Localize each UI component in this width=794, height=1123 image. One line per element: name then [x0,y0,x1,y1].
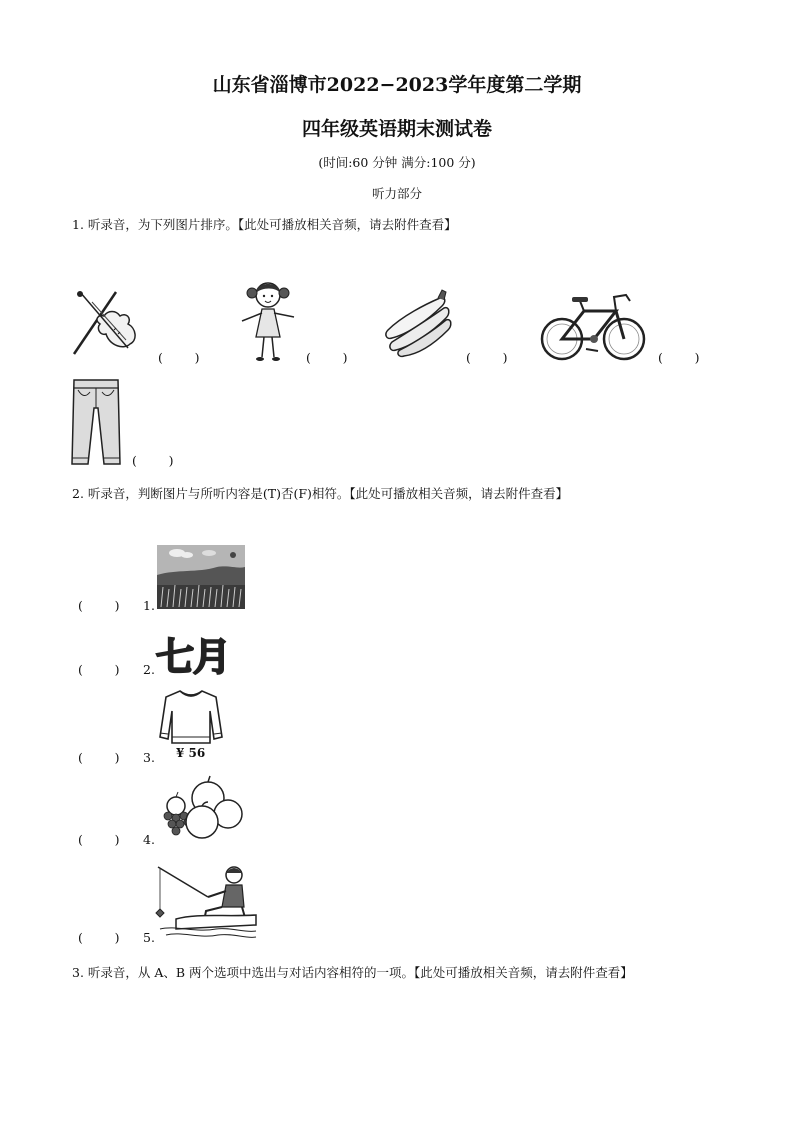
q1-answer-2[interactable]: ( ) [306,350,348,365]
question-2-prompt: 2. 听录音，判断图片与所听内容是(T)否(F)相符。【此处可播放相关音频，请去附件查看】 [72,486,569,501]
q1-answer-1[interactable]: ( ) [158,350,200,365]
boy-fishing-icon [156,863,258,941]
sweater-icon [158,687,224,745]
july-characters-icon: 七月 [156,635,231,679]
pants-icon [70,378,122,468]
q2-item-2-number: 2. [143,662,155,677]
sweater-price: ¥ 56 [176,746,206,760]
girl-icon [236,277,300,363]
q2-answer-5[interactable]: ( ) [78,930,120,945]
q2-item-3-number: 3. [143,750,155,765]
q2-answer-3[interactable]: ( ) [78,750,120,765]
exam-title-line2: 四年级英语期末测试卷 [301,118,492,140]
question-3-prompt: 3. 听录音，从 A、B 两个选项中选出与对话内容相符的一项。【此处可播放相关音频，请去附件查看】 [72,965,633,980]
exam-title-line1: 山东省淄博市2022−2023学年度第二学期 [212,74,582,96]
fruits-icon [158,774,244,840]
bicycle-icon [540,291,648,363]
q1-answer-3[interactable]: ( ) [466,350,508,365]
q1-answer-5[interactable]: ( ) [132,453,174,468]
violin-icon [70,288,150,360]
landscape-icon [157,545,245,609]
q2-item-4-number: 4. [143,832,155,847]
q2-answer-4[interactable]: ( ) [78,832,120,847]
q2-item-1-number: 1. [143,598,155,613]
bananas-icon [382,286,454,358]
q2-answer-2[interactable]: ( ) [78,662,120,677]
section-title: 听力部分 [371,186,422,201]
q2-answer-1[interactable]: ( ) [78,598,120,613]
question-1-prompt: 1. 听录音，为下列图片排序。【此处可播放相关音频，请去附件查看】 [72,217,457,232]
exam-info: (时间:60 分钟 满分:100 分) [318,155,476,170]
q1-answer-4[interactable]: ( ) [658,350,700,365]
q2-item-5-number: 5. [143,930,155,945]
